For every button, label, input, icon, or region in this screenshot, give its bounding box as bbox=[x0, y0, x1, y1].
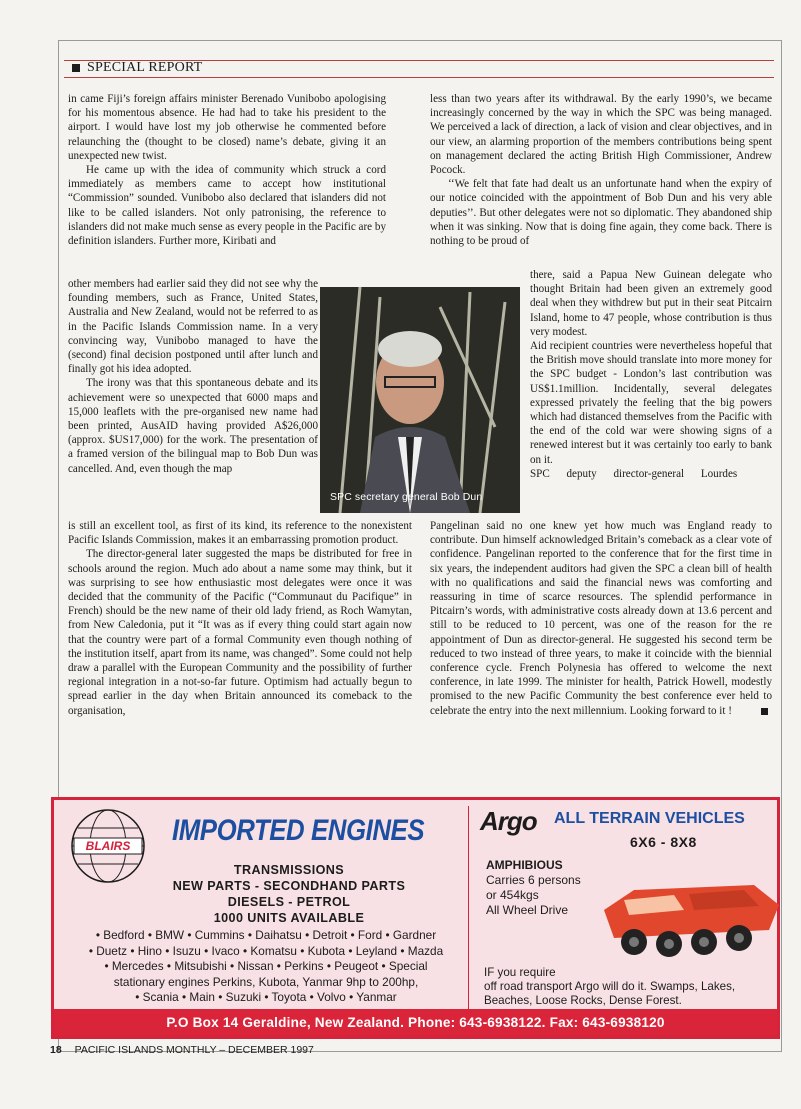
ad-divider bbox=[468, 806, 469, 1010]
argo-specs bbox=[486, 858, 581, 918]
note-line: Beaches, Loose Rocks, Dense Forest. bbox=[484, 994, 682, 1007]
portrait-photo bbox=[320, 287, 520, 513]
paragraph: Aid recipient countries were nevertheless hopeful that the British move should translate into more money for the SPC budget - London’s last contribution was US$1.1million. Incidentally, several delegates expressed privately the feeling that the big powers which had distanced themselves from the Pacific with the end of the cold war were showing signs of a renewed interest but it was certainly too early to bank on it. bbox=[530, 340, 772, 466]
paragraph: SPC deputy director-general Lourdes bbox=[530, 467, 738, 480]
end-mark-icon bbox=[761, 708, 768, 715]
ad-headline: IMPORTED ENGINES bbox=[172, 814, 425, 847]
ad-line: NEW PARTS - SECONDHAND PARTS bbox=[172, 879, 406, 893]
paragraph: there, said a Papua New Guinean delegate who thought Britain had been given an extremely good deal when they withdrew but put in their seat Pitcairn Island, home to 47 people, whose contribution is thus very modest. bbox=[530, 269, 772, 338]
atv-subtitle: 6X6 - 8X8 bbox=[630, 834, 697, 850]
amphibious-label: AMPHIBIOUS bbox=[486, 858, 563, 872]
ad-services bbox=[114, 862, 464, 926]
article-column-right-top bbox=[430, 92, 772, 248]
paragraph: other members had earlier said they did not see why the founding members, such as France, United States, Australia and New Zealand, would not be referred to as in the Pacific Islands Commission name. In a very convincing way, Vunibobo managed to have the (second) final decision postponed until after lunch and finally got his idea adopted. bbox=[68, 278, 318, 376]
article-column-left-top bbox=[68, 92, 386, 248]
ad-line: 1000 UNITS AVAILABLE bbox=[213, 911, 365, 925]
photo-caption: SPC secretary general Bob Dun bbox=[330, 491, 483, 503]
paragraph: is still an excellent tool, as first of its kind, its reference to the nonexistent Pacific Islands Commission, makes it an embarrassing promotion product. bbox=[68, 520, 412, 547]
paragraph: ‘‘We felt that fate had dealt us an unfortunate hand when the expiry of our notice coincided with the appointment of Bob Dun and his very able deputies’’. But other delegates were not so diplomatic. They abandoned ship when it was sinking. Now that is doing fine again, they come back. There is nothing to be proud of bbox=[430, 178, 772, 248]
portrait-illustration bbox=[320, 287, 520, 513]
article-column-left-bottom bbox=[68, 519, 412, 718]
paragraph bbox=[430, 519, 772, 718]
spec-line: All Wheel Drive bbox=[486, 903, 569, 917]
argo-note bbox=[484, 966, 784, 1008]
note-line: IF you require bbox=[484, 966, 556, 979]
section-header bbox=[64, 58, 774, 78]
section-square-icon bbox=[72, 64, 80, 72]
argo-vehicle-illustration bbox=[594, 850, 784, 970]
page-number: 18 bbox=[50, 1044, 62, 1056]
paragraph: The director-general later suggested the maps be distributed for free in schools around the region. Much ado about a name some may think, but it was surprising to see how enthusiastic most delegates were once it was decided that the community of the Pacific (“Communaut du Pacifique” in French) should be the new name of their old lady friend, as Roch Wamytan, from New Caledonia, put it “It was as if every thing could start again now that the country were part of a formal Community even though nothing of the institution itself, apart from its name, was changed”. Some could not help draw a parallel with the European Community and the possibility of further regional integration in a not-so-far future. Optimism had actually begun to spread earlier in the day when Britain announced its comeback to the organisation, bbox=[68, 548, 412, 717]
article-column-left-middle bbox=[68, 277, 318, 476]
page-folio bbox=[50, 1044, 314, 1056]
ad-footer-contact: P.O Box 14 Geraldine, New Zealand. Phone: 643-6938122. Fax: 643-6938120 bbox=[54, 1009, 777, 1036]
brand-line: • Mercedes • Mitsubishi • Nissan • Perkins • Peugeot • Special bbox=[104, 959, 428, 973]
ad-line: TRANSMISSIONS bbox=[233, 863, 345, 877]
paragraph: in came Fiji’s foreign affairs minister Berenado Vunibobo apologising for his momentous absence. He had had to take his president to the airport. I would have lost my job otherwise he commented before relaunching the (thought to be closed) name’s debate, giving it an unexpected new twist. bbox=[68, 93, 386, 162]
note-line: off road transport Argo will do it. Swamps, Lakes, bbox=[484, 980, 736, 993]
spec-line: or 454kgs bbox=[486, 888, 539, 902]
brand-line: • Bedford • BMW • Cummins • Daihatsu • Detroit • Ford • Gardner bbox=[95, 928, 437, 942]
paragraph-text: Pangelinan said no one knew yet how much was England ready to contribute. Dun himself acknowledged Britain’s comeback as a clear vote of confidence. Pangelinan reported to the conference that for the first time in six years, the independent auditors had given the SPC a clean bill of health with no qualifications and said the financial news was comforting and reassuring in time of scarce resources. The splendid performance in Pitcairn’s words, with administrative costs already down at 13.6 percent and still to be reduced to 10 percent, was one of the reason for the re appointment of Dun as director-general. He suggested his second term be reduced to two instead of three years, to make it coincide with the biennial conference cycle. French Polynesia has offered to welcome the next conference, in late 1999. The minister for health, Patrick Howell, modestly promised to the new Pacific Community the best conference ever held to celebrate the entry into the next millennium. Looking forward to it ! bbox=[430, 520, 772, 717]
paragraph: He came up with the idea of community which struck a cord immediately as members came to accept how institutional “Commission” sounded. Vunibobo also declared that islanders did not like to be called islanders. Not only patronising, the reference to islanders did not make much sense as every people in the Pacific are by definition islanders. Further more, Kiribati and bbox=[68, 164, 386, 248]
ad-brands bbox=[64, 928, 468, 1006]
article-column-right-middle bbox=[530, 268, 772, 481]
atv-title: ALL TERRAIN VEHICLES bbox=[554, 810, 745, 827]
advertisement bbox=[51, 797, 780, 1039]
brand-line: • Duetz • Hino • Isuzu • Ivaco • Komatsu • Kubota • Leyland • Mazda bbox=[88, 943, 444, 958]
publication-line: PACIFIC ISLANDS MONTHLY – DECEMBER 1997 bbox=[74, 1044, 314, 1056]
paragraph: less than two years after its withdrawal. By the early 1990’s, we became increasingly concerned by the way in which the SPC was being managed. We perceived a lack of direction, a lack of vision and clear objectives, and in our view, an alarming proportion of the members contributions being spent on management declared the acting British High Commissioner, Andrew Pocock. bbox=[430, 93, 772, 177]
blairs-logo-text: BLAIRS bbox=[85, 839, 131, 853]
argo-logo: Argo bbox=[480, 806, 537, 836]
paragraph: The irony was that this spontaneous debate and its achievement were so unexpected that 6000 maps and 15,000 leaflets with the pre-organised new name had been printed, AusAID having provided A$26,000 (approx. $US17,000) for the work. The presentation of a framed version of the bilingual map to Bob Dun was cancelled. And, even though the map bbox=[68, 377, 318, 475]
spec-line: Carries 6 persons bbox=[486, 873, 581, 887]
brand-line: stationary engines Perkins, Kubota, Yanmar 9hp to 200hp, bbox=[113, 974, 419, 989]
brand-line: • Scania • Main • Suzuki • Toyota • Volvo • Yanmar bbox=[135, 990, 397, 1004]
ad-line: DIESELS - PETROL bbox=[227, 895, 351, 909]
article-column-right-bottom bbox=[430, 519, 772, 718]
section-title: SPECIAL REPORT bbox=[87, 59, 203, 75]
